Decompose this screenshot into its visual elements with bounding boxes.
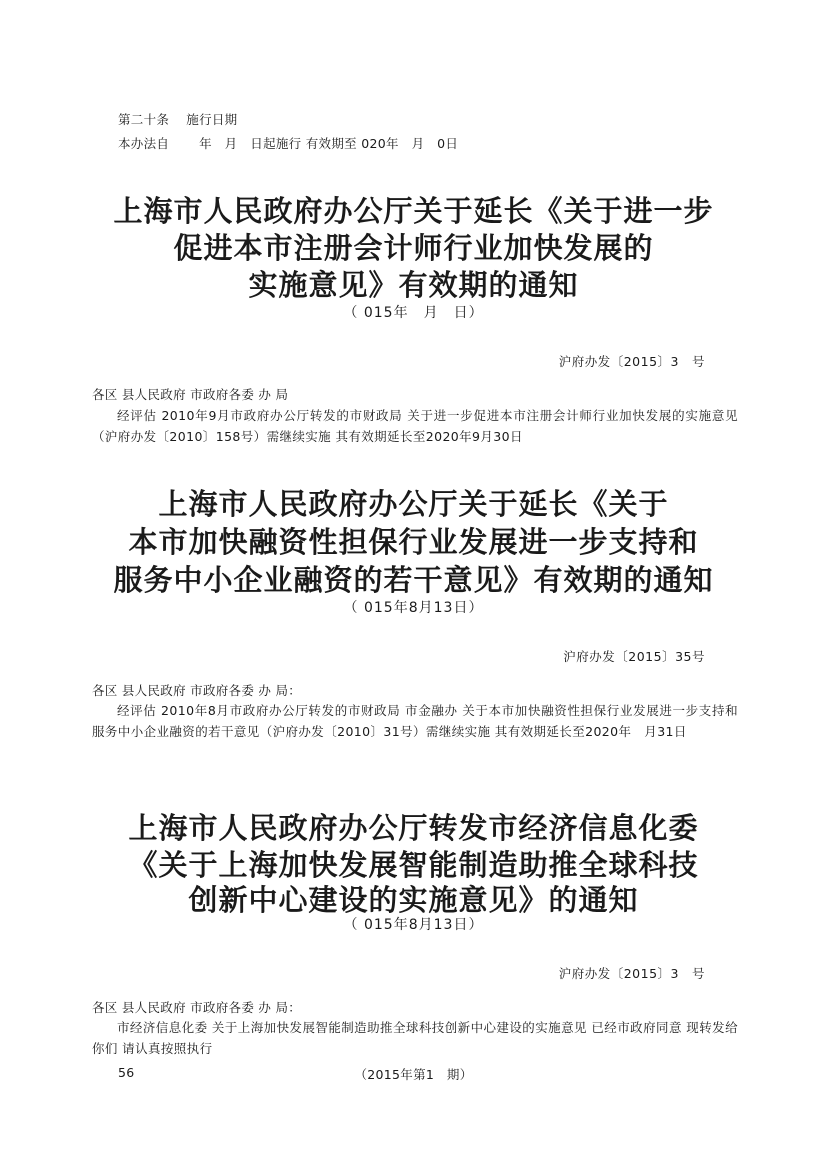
notice-recipients: 各区 县人民政府 市政府各委 办 局	[92, 387, 289, 402]
article-effective-text: 本办法自 年 月 日起施行 有效期至 020年 月 0日	[118, 136, 459, 151]
notice-doc-number: 沪府办发〔2015〕35号	[563, 649, 705, 664]
page-number: 56	[118, 1065, 135, 1080]
notice-doc-number: 沪府办发〔2015〕3 号	[558, 354, 705, 369]
notice-recipients: 各区 县人民政府 市政府各委 办 局：	[92, 1000, 302, 1015]
notice-title-line: 创新中心建设的实施意见》的通知	[188, 883, 639, 917]
notice-title-line: 促进本市注册会计师行业加快发展的	[173, 231, 654, 265]
notice-date: （ 015年8月13日）	[343, 600, 484, 616]
notice-recipients: 各区 县人民政府 市政府各委 办 局：	[92, 683, 302, 698]
notice-title-line: 上海市人民政府办公厅关于延长《关于进一步	[113, 194, 714, 228]
notice-body: 经评估 2010年9月市政府办公厅转发的市财政局 关于进一步促进本市注册会计师行业加快发展的实施意见（沪府办发〔2010〕158号）需继续实施 其有效期延长至2020年9月30日	[92, 408, 738, 444]
notice-date: （ 015年 月 日）	[343, 305, 484, 321]
notice-body: 经评估 2010年8月市政府办公厅转发的市财政局 市金融办 关于本市加快融资性担保行业发展进一步支持和服务中小企业融资的若干意见（沪府办发〔2010〕31号）需继续实施 其有效期延长至2020年 月31日	[92, 703, 738, 739]
notice-doc-number: 沪府办发〔2015〕3 号	[558, 966, 705, 981]
article-heading: 第二十条 施行日期	[118, 112, 238, 127]
issue-label: （2015年第1 期）	[354, 1067, 473, 1082]
notice-title-line: 上海市人民政府办公厅关于延长《关于	[158, 487, 669, 521]
notice-body: 市经济信息化委 关于上海加快发展智能制造助推全球科技创新中心建设的实施意见 已经市政府同意 现转发给你们 请认真按照执行	[92, 1020, 738, 1056]
notice-title-line: 服务中小企业融资的若干意见》有效期的通知	[113, 563, 714, 597]
notice-title-line: 本市加快融资性担保行业发展进一步支持和	[128, 525, 699, 559]
notice-title-line: 实施意见》有效期的通知	[248, 268, 579, 302]
notice-title-line: 上海市人民政府办公厅转发市经济信息化委	[128, 811, 699, 845]
notice-date: （ 015年8月13日）	[343, 917, 484, 933]
notice-title-line: 《关于上海加快发展智能制造助推全球科技	[128, 848, 699, 882]
